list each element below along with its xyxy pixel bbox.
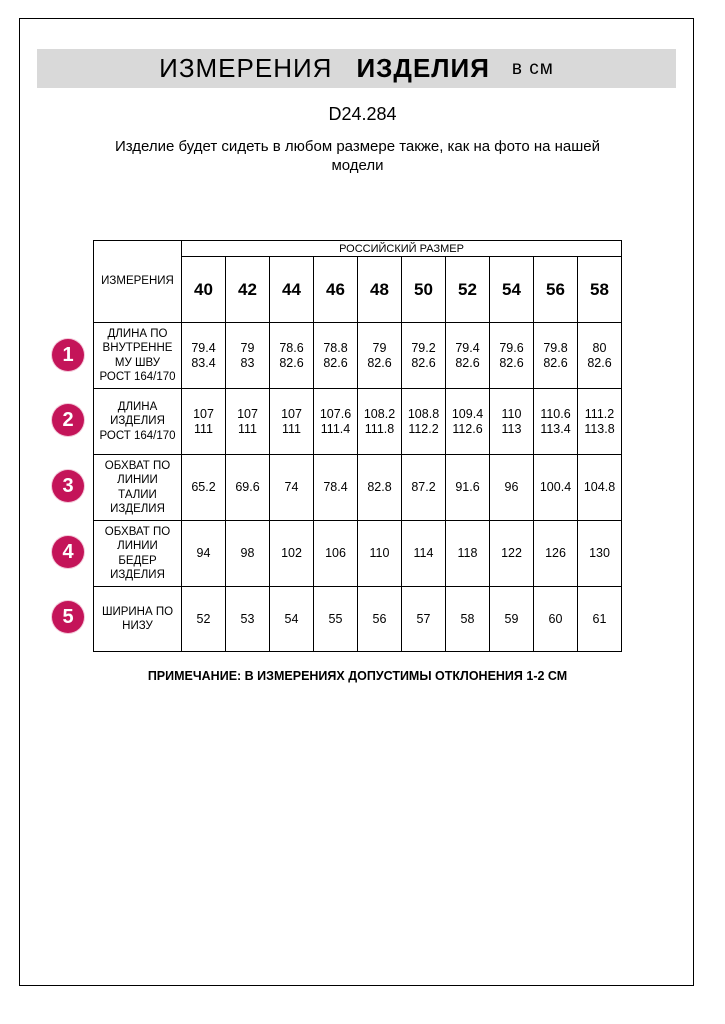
cell-value: 118 xyxy=(457,546,478,560)
table-row xyxy=(94,455,622,521)
cell-value: 60 xyxy=(548,611,563,626)
size-header: 50 xyxy=(402,257,446,323)
measurement-cell xyxy=(270,455,314,521)
measurement-cell xyxy=(226,455,270,521)
cell-value: 108.8 xyxy=(407,406,440,421)
measurement-cell xyxy=(446,521,490,587)
cell-value: 122 xyxy=(501,546,522,560)
measurement-cell xyxy=(446,389,490,455)
cell-value: 79.4 xyxy=(455,340,480,355)
measurement-label xyxy=(94,323,182,389)
measurement-cell xyxy=(402,389,446,455)
measurement-cell xyxy=(358,323,402,389)
measurement-cell xyxy=(358,455,402,521)
measurement-cell xyxy=(490,587,534,652)
measurement-cell xyxy=(226,587,270,652)
cell-value: 91.6 xyxy=(455,480,480,494)
label-line: МУ ШВУ xyxy=(114,356,161,369)
size-group-header: РОССИЙСКИЙ РАЗМЕР xyxy=(182,241,622,257)
cell-value: 79.4 xyxy=(191,340,216,355)
cell-value: 106 xyxy=(325,546,346,560)
measurement-cell xyxy=(358,587,402,652)
row-number-badge: 3 xyxy=(52,470,84,502)
fit-description: Изделие будет сидеть в любом размере также, как на фото на нашей модели xyxy=(114,138,601,174)
table-row xyxy=(94,323,622,389)
size-header: 44 xyxy=(270,257,314,323)
cell-value: 69.6 xyxy=(235,480,260,494)
cell-value: 59 xyxy=(504,611,519,626)
measurement-cell xyxy=(402,587,446,652)
cell-value: 113.4 xyxy=(540,421,571,436)
cell-value: 54 xyxy=(284,611,299,626)
label-line: РОСТ 164/170 xyxy=(99,371,176,383)
cell-value: 112.6 xyxy=(452,421,483,436)
cell-value: 65.2 xyxy=(191,480,216,494)
cell-value: 78.6 xyxy=(279,340,304,355)
label-line: ОБХВАТ ПО xyxy=(104,459,171,472)
cell-value: 82.6 xyxy=(411,355,436,370)
measurement-cell xyxy=(314,389,358,455)
cell-value: 110 xyxy=(501,406,522,421)
measurement-cell xyxy=(402,521,446,587)
cell-value: 109.4 xyxy=(451,406,484,421)
measurement-cell xyxy=(578,455,622,521)
cell-value: 82.8 xyxy=(367,480,392,494)
cell-value: 98 xyxy=(240,546,255,560)
cell-value: 108.2 xyxy=(363,406,396,421)
label-line: ВНУТРЕННЕ xyxy=(102,342,173,354)
measurement-cell xyxy=(182,455,226,521)
cell-value: 111 xyxy=(237,421,257,436)
measurement-cell xyxy=(578,521,622,587)
corner-label: ИЗМЕРЕНИЯ xyxy=(94,241,182,323)
label-line: ТАЛИИ xyxy=(118,488,157,501)
measurement-cell xyxy=(578,587,622,652)
measurement-cell xyxy=(358,389,402,455)
cell-value: 79.6 xyxy=(499,340,524,355)
measurement-cell xyxy=(182,389,226,455)
label-line: ЛИНИИ xyxy=(117,540,158,552)
size-header: 56 xyxy=(534,257,578,323)
cell-value: 107 xyxy=(193,406,214,421)
product-code: D24.284 xyxy=(328,104,397,124)
cell-value: 104.8 xyxy=(583,480,616,494)
cell-value: 107.6 xyxy=(319,406,352,421)
cell-value: 102 xyxy=(281,546,302,560)
measurement-cell xyxy=(226,521,270,587)
cell-value: 79 xyxy=(240,340,255,355)
label-line: ШИРИНА ПО xyxy=(101,605,174,618)
measurement-cell xyxy=(402,455,446,521)
cell-value: 111.2 xyxy=(584,406,615,421)
cell-value: 107 xyxy=(237,406,258,421)
cell-value: 79 xyxy=(372,340,387,355)
cell-value: 61 xyxy=(592,611,607,626)
measurement-cell xyxy=(226,389,270,455)
cell-value: 114 xyxy=(413,546,434,560)
cell-value: 79.8 xyxy=(543,340,568,355)
cell-value: 111.8 xyxy=(364,421,395,436)
measurement-cell xyxy=(182,323,226,389)
title-product: ИЗДЕЛИЯ xyxy=(356,53,490,83)
cell-value: 57 xyxy=(416,611,431,626)
cell-value: 82.6 xyxy=(499,355,524,370)
label-line: ДЛИНА ПО xyxy=(107,327,168,340)
table-row xyxy=(94,587,622,652)
cell-value: 78.4 xyxy=(323,480,348,494)
size-header: 46 xyxy=(314,257,358,323)
measurement-cell xyxy=(270,389,314,455)
label-line: ИЗДЕЛИЯ xyxy=(110,415,165,428)
size-header: 52 xyxy=(446,257,490,323)
title-banner xyxy=(37,49,676,88)
cell-value: 82.6 xyxy=(367,355,392,370)
cell-value: 94 xyxy=(196,546,211,560)
cell-value: 111 xyxy=(281,421,301,436)
cell-value: 130 xyxy=(589,546,610,560)
measurement-cell xyxy=(270,587,314,652)
title-unit: в см xyxy=(511,57,554,79)
cell-value: 82.6 xyxy=(543,355,568,370)
cell-value: 87.2 xyxy=(411,480,436,494)
cell-value: 82.6 xyxy=(587,355,612,370)
row-number-badge: 1 xyxy=(52,339,84,371)
size-header: 58 xyxy=(578,257,622,323)
cell-value: 58 xyxy=(460,611,475,626)
size-header: 40 xyxy=(182,257,226,323)
cell-value: 52 xyxy=(196,611,211,626)
cell-value: 53 xyxy=(240,611,255,626)
cell-value: 110.6 xyxy=(540,406,571,421)
measurement-cell xyxy=(490,455,534,521)
label-line: НИЗУ xyxy=(122,620,153,632)
label-line: РОСТ 164/170 xyxy=(99,429,176,442)
measurement-cell xyxy=(314,521,358,587)
label-line: БЕДЕР xyxy=(118,554,157,567)
cell-value: 82.6 xyxy=(455,355,480,370)
table-row xyxy=(94,521,622,587)
cell-value: 74 xyxy=(284,480,299,494)
measurement-cell xyxy=(402,323,446,389)
measurement-cell xyxy=(226,323,270,389)
measurement-cell xyxy=(314,455,358,521)
measurement-label xyxy=(94,521,182,587)
title-measurements: ИЗМЕРЕНИЯ xyxy=(159,53,333,83)
label-line: ИЗДЕЛИЯ xyxy=(110,503,165,515)
measurement-label xyxy=(94,455,182,521)
measurement-cell xyxy=(270,323,314,389)
tolerance-note: ПРИМЕЧАНИЕ: В ИЗМЕРЕНИЯХ ДОПУСТИМЫ ОТКЛОНЕНИЯ 1-2 СМ xyxy=(147,669,568,683)
cell-value: 110 xyxy=(369,546,390,560)
cell-value: 82.6 xyxy=(323,355,348,370)
label-line: ДЛИНА xyxy=(117,400,158,413)
size-header: 54 xyxy=(490,257,534,323)
measurement-cell xyxy=(534,389,578,455)
measurement-cell xyxy=(182,521,226,587)
size-header: 48 xyxy=(358,257,402,323)
measurement-cell xyxy=(314,323,358,389)
measurement-label xyxy=(94,389,182,455)
cell-value: 83 xyxy=(240,355,255,370)
cell-value: 56 xyxy=(372,611,387,626)
measurement-label xyxy=(94,587,182,652)
row-number-badge: 2 xyxy=(52,404,84,436)
cell-value: 126 xyxy=(545,546,566,560)
table-row xyxy=(94,389,622,455)
measurement-cell xyxy=(490,323,534,389)
label-line: ОБХВАТ ПО xyxy=(104,525,171,538)
measurement-cell xyxy=(578,389,622,455)
cell-value: 96 xyxy=(504,480,519,494)
measurements-table xyxy=(93,240,622,652)
size-header: 42 xyxy=(226,257,270,323)
cell-value: 78.8 xyxy=(323,340,348,355)
measurement-cell xyxy=(490,521,534,587)
cell-value: 112.2 xyxy=(408,421,439,436)
cell-value: 107 xyxy=(281,406,302,421)
cell-value: 100.4 xyxy=(539,480,572,494)
measurement-cell xyxy=(446,455,490,521)
row-number-badge: 4 xyxy=(52,536,84,568)
cell-value: 55 xyxy=(328,611,343,626)
cell-value: 82.6 xyxy=(279,355,304,370)
measurement-cell xyxy=(534,587,578,652)
cell-value: 111.4 xyxy=(320,421,351,436)
measurement-cell xyxy=(446,587,490,652)
cell-value: 113.8 xyxy=(584,421,615,436)
measurement-cell xyxy=(534,521,578,587)
cell-value: 79.2 xyxy=(411,340,436,355)
measurement-cell xyxy=(182,587,226,652)
measurement-cell xyxy=(446,323,490,389)
row-number-badge: 5 xyxy=(52,601,84,633)
measurement-cell xyxy=(490,389,534,455)
label-line: ЛИНИИ xyxy=(117,474,158,486)
measurement-cell xyxy=(534,455,578,521)
cell-value: 83.4 xyxy=(191,355,216,370)
measurement-cell xyxy=(534,323,578,389)
cell-value: 80 xyxy=(592,340,607,355)
measurement-cell xyxy=(314,587,358,652)
measurement-cell xyxy=(578,323,622,389)
label-line: ИЗДЕЛИЯ xyxy=(110,569,165,581)
cell-value: 113 xyxy=(501,421,522,436)
cell-value: 111 xyxy=(193,421,213,436)
measurement-cell xyxy=(358,521,402,587)
measurement-cell xyxy=(270,521,314,587)
